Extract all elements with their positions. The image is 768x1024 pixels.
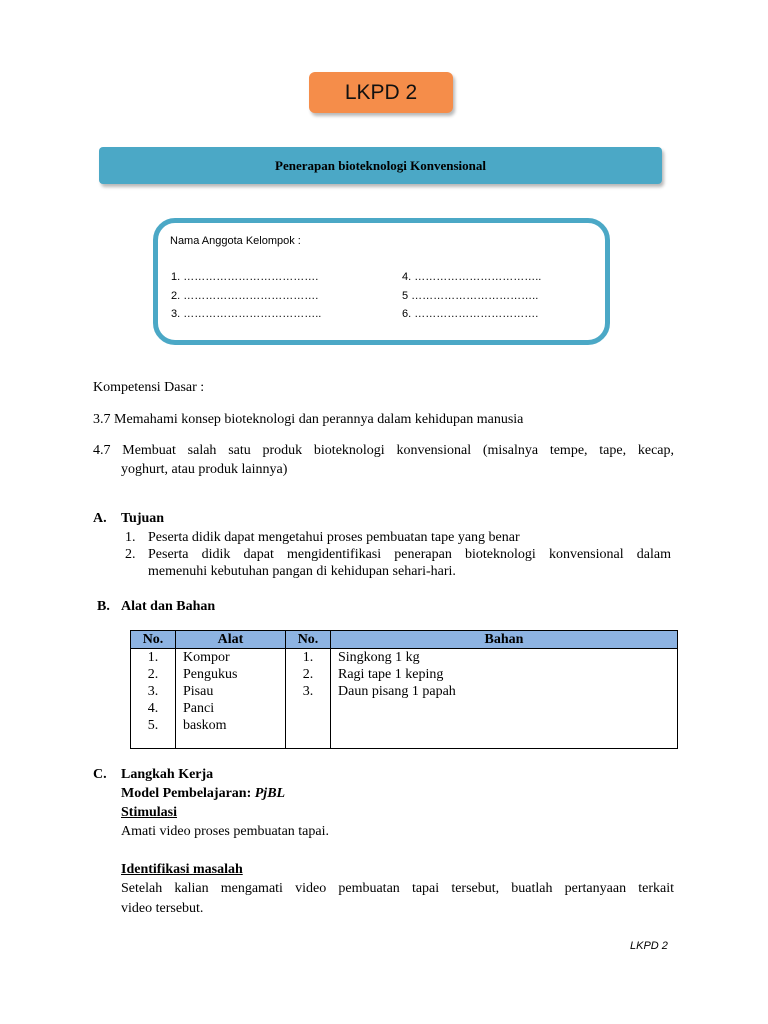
model-label: Model Pembelajaran: [121,786,255,801]
members-title: Nama Anggota Kelompok : [170,235,301,247]
stimulasi-title: Stimulasi [121,805,178,820]
tujuan-num-2: 2. [125,547,136,562]
bahan-num: 1. [302,650,314,665]
header-no: No. [131,631,176,649]
header-no-2: No. [286,631,331,649]
alat-items-cell [176,649,286,749]
bahan-item: Singkong 1 kg [338,650,420,665]
table-row [131,649,678,749]
alat-num: 5. [147,718,159,733]
kd-3-7: 3.7 Memahami konsep bioteknologi dan perannya dalam kehidupan manusia [93,412,524,427]
model-value: PjBL [254,786,286,801]
alat-num: 3. [147,684,159,699]
alat-num: 4. [147,701,159,716]
bahan-num: 3. [302,684,314,699]
alat-nums-cell [131,649,176,749]
group-members-box [153,218,610,345]
member-slot-5: 5 …………………………….. [402,290,539,302]
alat-item: Kompor [183,650,230,665]
section-b-title: Alat dan Bahan [121,599,216,614]
tujuan-item-1: Peserta didik dapat mengetahui proses pembuatan tape yang benar [148,530,520,545]
tools-materials-table [130,630,678,749]
tujuan-item-2-line1: Peserta didik dapat mengidentifikasi penerapan bioteknologi konvensional dalam [148,547,671,562]
identifikasi-line1: Setelah kalian mengamati video pembuatan tapai tersebut, buatlah pertanyaan terkait [121,881,674,896]
member-slot-3: 3. ……………………………….. [171,308,322,320]
tujuan-item-2-line2: memenuhi kebutuhan pangan di kehidupan sehari-hari. [148,564,456,579]
lkpd-badge: LKPD 2 [309,72,453,113]
page-footer: LKPD 2 [630,940,668,952]
table-header-row [131,631,678,649]
topic-banner: Penerapan bioteknologi Konvensional [99,147,662,184]
member-slot-6: 6. ……………………………. [402,308,539,320]
section-c-title: Langkah Kerja [121,767,214,782]
alat-num: 1. [147,650,159,665]
member-slot-4: 4. …………………………….. [402,271,542,283]
alat-item: Panci [183,701,215,716]
tujuan-num-1: 1. [125,530,136,545]
stimulasi-text: Amati video proses pembuatan tapai. [121,824,329,839]
bahan-num: 2. [302,667,314,682]
section-a-label: A. [93,511,107,526]
bahan-nums-cell [286,649,331,749]
kd-heading: Kompetensi Dasar : [93,380,205,395]
member-slot-1: 1. ………………………………. [171,271,319,283]
section-c-label: C. [93,767,107,782]
kd-4-7-line1: 4.7 Membuat salah satu produk bioteknologi konvensional (misalnya tempe, tape, kecap, [93,443,674,458]
model-line [121,786,285,802]
identifikasi-title: Identifikasi masalah [121,862,243,877]
alat-item: Pisau [183,684,214,699]
member-slot-2: 2. ………………………………. [171,290,319,302]
header-alat: Alat [176,631,286,649]
section-b-label: B. [97,599,110,614]
kd-4-7-line2: yoghurt, atau produk lainnya) [121,462,288,477]
bahan-item: Daun pisang 1 papah [338,684,456,699]
section-a-title: Tujuan [121,511,165,526]
bahan-item: Ragi tape 1 keping [338,667,444,682]
alat-item: Pengukus [183,667,238,682]
identifikasi-line2: video tersebut. [121,901,204,916]
alat-item: baskom [183,718,227,733]
header-bahan: Bahan [331,631,678,649]
alat-num: 2. [147,667,159,682]
bahan-items-cell [331,649,678,749]
